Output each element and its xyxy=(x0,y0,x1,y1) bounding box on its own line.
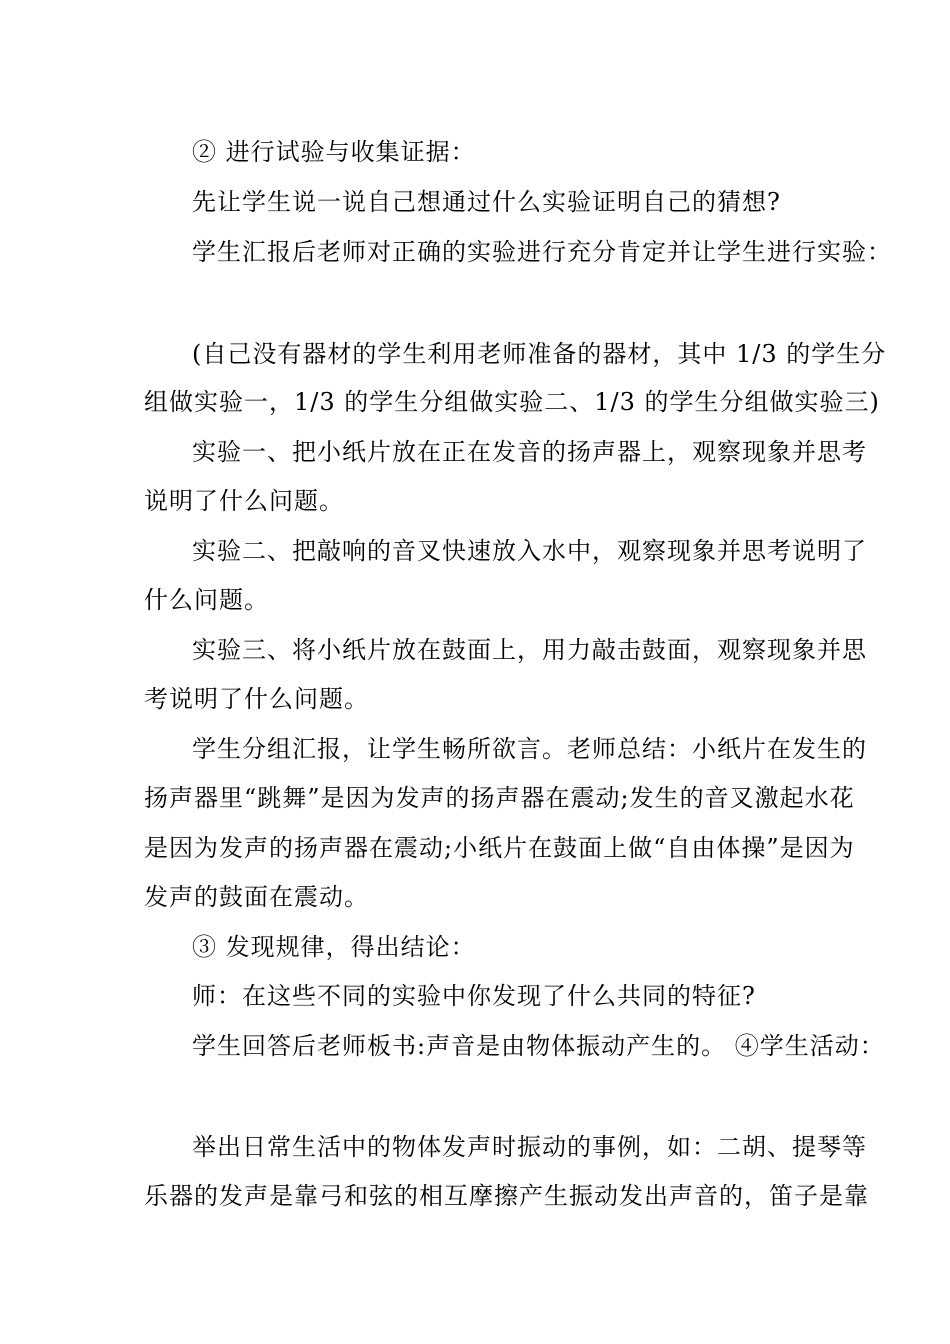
paragraph-line: 什么问题。 xyxy=(144,586,269,614)
paragraph-line: 发声的鼓面在震动。 xyxy=(144,883,369,911)
paragraph-line: 举出日常生活中的物体发声时振动的事例，如：二胡、提琴等 xyxy=(192,1133,867,1161)
paragraph-line: 考说明了什么问题。 xyxy=(144,685,369,713)
paragraph-line: 实验二、把敲响的音叉快速放入水中，观察现象并思考说明了 xyxy=(192,537,867,565)
paragraph-line: 实验一、把小纸片放在正在发音的扬声器上，观察现象并思考 xyxy=(192,438,867,466)
paragraph-line: 师：在这些不同的实验中你发现了什么共同的特征? xyxy=(192,982,756,1010)
paragraph-line: 学生回答后老师板书:声音是由物体振动产生的。 ④学生活动： xyxy=(192,1032,885,1060)
paragraph-line: 先让学生说一说自己想通过什么实验证明自己的猜想? xyxy=(192,188,781,216)
paragraph-line: (自己没有器材的学生利用老师准备的器材，其中 1/3 的学生分 xyxy=(192,340,887,368)
paragraph-line: 扬声器里“跳舞”是因为发声的扬声器在震动;发生的音叉激起水花 xyxy=(144,784,855,812)
step-heading-conclusion: ③ 发现规律，得出结论： xyxy=(192,933,476,961)
paragraph-line: 是因为发声的扬声器在震动;小纸片在鼓面上做“自由体操”是因为 xyxy=(144,834,855,862)
paragraph-line: 说明了什么问题。 xyxy=(144,487,344,515)
paragraph-line: 学生分组汇报，让学生畅所欲言。老师总结：小纸片在发生的 xyxy=(192,735,867,763)
paragraph-line: 实验三、将小纸片放在鼓面上，用力敲击鼓面，观察现象并思 xyxy=(192,636,867,664)
paragraph-line: 学生汇报后老师对正确的实验进行充分肯定并让学生进行实验： xyxy=(192,238,892,266)
paragraph-line: 乐器的发声是靠弓和弦的相互摩擦产生振动发出声音的，笛子是靠 xyxy=(144,1182,869,1210)
paragraph-line: 组做实验一，1/3 的学生分组做实验二、1/3 的学生分组做实验三) xyxy=(144,388,880,416)
step-heading-experiment: ② 进行试验与收集证据： xyxy=(192,138,476,166)
